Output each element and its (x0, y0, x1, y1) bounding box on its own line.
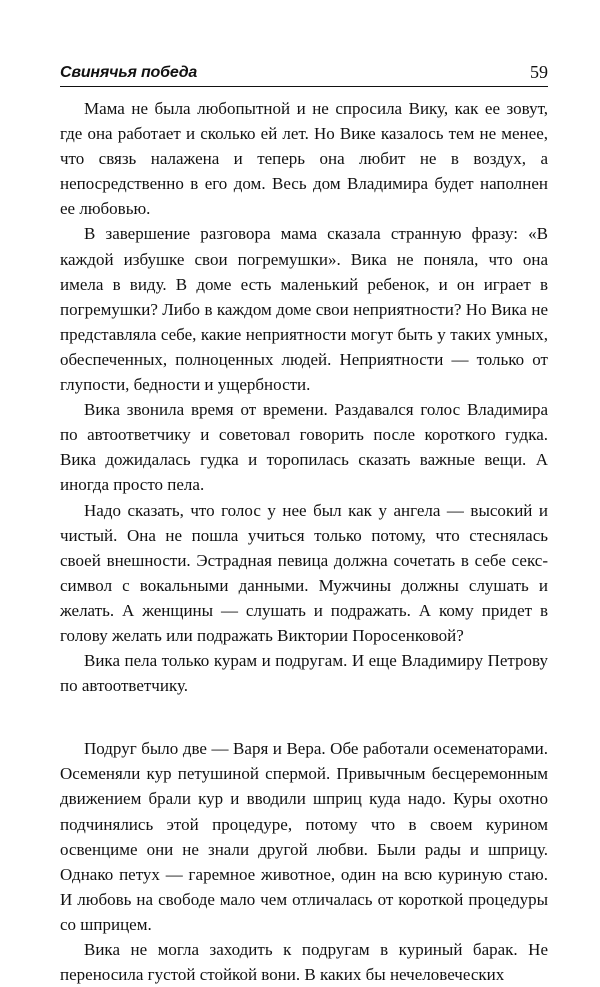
paragraph: Надо сказать, что голос у нее был как у ангела — высокий и чистый. Она не пошла учиться только потому, что стеснялась своей внешности. Эстрадная певица должна сочетать в себе секс-символ с вокальными данными. Мужчины должны слушать и желать. А женщины — слушать и подражать. А кому придет в голову желать или подражать Виктории Поросенковой? (60, 500, 548, 645)
paragraph: В завершение разговора мама сказала странную фразу: «В каждой избушке свои погремушки». Вика не поняла, что она имела в виду. В доме есть маленький ребенок, и он играет в погремушки? Либо в каждом доме свои неприятности? Но Вика не представляла себе, какие неприятности могут быть у таких умных, обеспеченных, полноценных людей. Неприятности — только от глупости, бедности и ущербности. (60, 224, 548, 395)
body-text (60, 96, 548, 987)
paragraph: Мама не была любопытной и не спросила Вику, как ее зовут, где она работает и сколько ей лет. Но Вике казалось тем не менее, что связь налажена и теперь она любит не в воздух, а непосредственно в его дом. Весь дом Владимира будет наполнен ее любовью. (60, 99, 548, 219)
page-header (60, 56, 548, 87)
paragraph: Вика не могла заходить к подругам в куриный барак. Не переносила густой стойкой вони. В каких бы нечеловеческих (60, 940, 548, 985)
page-number: 59 (530, 62, 548, 82)
running-head: Свинячья победа (60, 64, 198, 81)
paragraph: Вика звонила время от времени. Раздавался голос Владимира по автоответчику и советовал говорить после короткого гудка. Вика дожидалась гудка и торопилась сказать важные вещи. А иногда просто пела. (60, 400, 548, 495)
section-break (60, 698, 548, 736)
paragraph: Вика пела только курам и подругам. И еще Владимиру Петрову по автоответчику. (60, 651, 548, 696)
paragraph: Подруг было две — Варя и Вера. Обе работали осеменаторами. Осеменяли кур петушиной спермой. Привычным бесцеремонным движением брали кур и вводили шприц куда надо. Куры охотно подчинялись этой процедуре, потому что в своем курином освенциме они не знали другой любви. Были рады и шприцу. Однако петух — гаремное животное, один на всю куриную стаю. И любовь на свободе мало чем отличалась от короткой процедуры со шприцем. (60, 739, 548, 934)
